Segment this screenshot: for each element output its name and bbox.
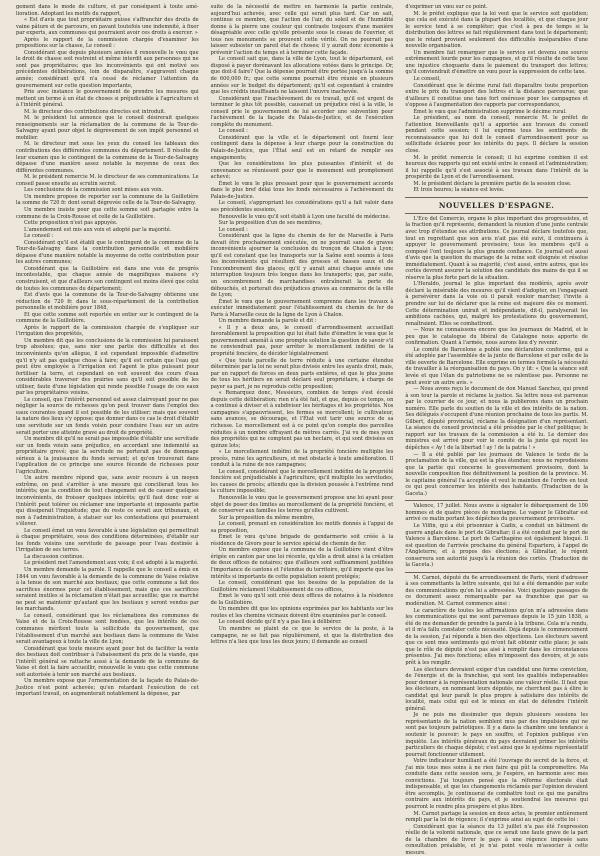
article-paragraph: Le conseil, que l'intérêt personnel est assez clairvoyant pour ne pas négliger la source de richesses qu'on peut trouver dans l'emploi des eaux courantes quand il est possible de les utiliser; mais que souvent la nature des lieux s'y oppose; que donner dans ce cas le droit d'établir une servitude sur un fonds voisin pour conduire l'eau sur un autre serait porter une atteinte grave au droit de propriété. — [16, 396, 199, 436]
article-paragraph: M. Carnot, député du 6e arrondissement de Paris, vient d'adresser à ses commettants la lettre suivante, qui lui a été demandée par suite des communications qu'on lui a adressées. Voici quelques passages de ce document assez remarquable par sa franchise que par sa modération. M. Carnot commence ainsi : — [405, 574, 589, 608]
article-paragraph: Un membre dit que les conclusions de la commission lui paraissent trop absolues; que, sans nier une partie des difficultés et des inconvénients qu'on allègue, il est cependant impossible d'admettre qu'il n'y ait pas quelque chose à faire; qu'il est certain que l'eau qui peut être employée à l'irrigation est l'agent le plus puissant pour fertiliser la terre, et cependant on voit souvent des cours d'eau considérables traverser des prairies sans qu'il soit possible de les utiliser, faute d'une législation qui rende possible l'usage de ces eaux par les propriétaires voisins. — [16, 337, 199, 397]
article-paragraph: « Est d'avis que tout propriétaire puisse s'affranchir des droits de vaine pâture et de parcours, en pavant toutefois une indemnité, à fixer par experts, aux communes qui pourraient avoir ces droits à exercer. » — [16, 17, 199, 37]
article-paragraph: M. le préfet explique que la loi veut que le service soit quotidien; que cela est exécuté dans la plupart des localités, et que chaque jour le service tend à se compléter; que c'est à peu de temps si la distribution des lettres se fait régulièrement dans tout le département; que le retard provient seulement des difficultés inséparables d'une nouvelle organisation. — [405, 10, 589, 50]
article-paragraph: Le conseil, considérant que les besoins de la population de la Guillotière réclament l'établissement de ces offices, — [210, 580, 394, 593]
column-middle — [211, 4, 394, 842]
article-paragraph: Le conseil, prenant en considération les motifs donnés à l'appui de sa proposition, — [210, 521, 394, 534]
article-paragraph: Considérant que la Guillotière est dans une voie de progrès incontestable, que chaque année de magnifiques maisons s'y construisent, et que d'ailleurs son contingent est moins élevé que celui de toutes les communes du département; — [16, 265, 199, 292]
article-paragraph: Un membre fait remarquer que le service est devenu une source extrêmement lourde pour les campagnes, et qu'il résulte de cette taxe une injustice choquante dans le paiement du transport des lettres; qu'il conviendrait d'émettre un vœu pour la suppression de cette taxe. — [405, 49, 589, 76]
article-paragraph: M. le président lui annonce que le conseil désirerait quelques renseignements sur la réclamation de la commune de la Tour-de-Salvagny ayant pour objet le dégrèvement de son impôt personnel et mobilier. — [16, 115, 199, 141]
article-paragraph: Sur la proposition d'un de ses membres, — [218, 220, 323, 227]
article-paragraph: Le Vilfin, qui a été prisonnier à Cadix, a conduit un bâtiment de guerre anglais dans le port de Gibraltar; il a été conduit par le port de Valence à Barcelone. Le port de Carthagène est également bloqué. Il est question de l'arrivée prochaine du général Espartero, à l'appel de l'Angleterre, et à propos des élections; à Gibraltar, le régent conservera son autorité jusqu'à la réunion des cortès. (Traduction de la Gaceta.) — [405, 523, 589, 569]
article-paragraph: Considérant que le décime rural fait disparaître toute proportion entre le prix du transport des lettres et la distance parcourue; que d'ailleurs il constitue une taxe fort onéreuse pour les campagnes et s'oppose à l'augmentation des rapports par correspondance, — [405, 82, 589, 109]
article-paragraph: La discussion continue. — [24, 553, 85, 560]
article-paragraph: suite de la nécessité de mettre en harmonie la partie centrale, aujourd'hui achevée, avec celle qui serait plus tard. Car on sait, continue ce membre, que l'action de l'air, du soleil et de l'humidité donne à la pierre une couleur qui contraste toujours d'une manière désagréable avec celle qu'elle présente sous le ciseau de l'ouvrier, et tous nos monuments se prouvent cette vérité. On ne pourrait pas laisser subsister un pareil état de choses; il y aurait donc économie à prévenir l'action du temps et à terminer cette façade. — [210, 4, 394, 56]
article-paragraph: Le conseil, considérant que le morcellement indéfini de la propriété foncière est préjudiciable à l'agriculture, qu'il multiplie les servitudes, les causes de procès; attendu que la division poussée à l'extrême rend la culture impossible; — [210, 468, 394, 495]
article-paragraph: L'Eco del Comercio, organe le plus important des progressistes, et la fraction qu'il représente, demandent la réunion d'une junte centrale avec trop d'étendue ses attributions. Ce journal déclare toutefois que, tout en regrettant que son avis n'ait pas été suivi, il continuera à appuyer le gouvernement provisoire; tous les membres qu'il a composé l'ont toujours la plus grande confiance. Ce journal est aussi d'avis que la question du mariage de la reine soit éloignée et résolue immédiatement. Quant à sa majorité, c'est aussi, entre autres, que les cortès devront assurer la solution des candidats des mains de qui il se réserve la plus forte part de la situation. — [405, 215, 589, 281]
article-paragraph: « Le morcellement indéfini de la propriété foncière multiplie les procès, ruine les agriculteurs, et met obstacle à toute amélioration. Il conduit à la ruine de nos campagnes; — [210, 449, 394, 469]
article-paragraph: Le conseil sait que, dans la ville de Lyon, tout le département, est disposé à payer dorénavant les allocations votées dans le principe. Or, que doit-il faire? Que la dépense pourrait être portée jusqu'à la somme de 600,000 fr.; que cette somme pourrait être réunie en plusieurs années sur le budget du département; qu'il est cependant à craindre que les crédits insuffisants ne laissent l'œuvre inachevée. — [210, 56, 394, 96]
article-paragraph: Un autre membre répond que, sans avoir recours à un moyen extrême, on peut s'arrêter à une mesure qui concilierait tous les intérêts; que la condition de tout changement est de causer quelques inconvénients, de froisser quelques intérêts; qu'il faut donc voir si l'intérêt peut tolérer ou réclamer une importante et imposante partie qui dissiperait l'inquiétude; que du reste ce serait aux tribunaux, et non à l'administration, à statuer sur les contestations qui pourraient s'élever. — [16, 475, 199, 528]
article-paragraph: Sur la proposition du même membre, — [218, 514, 315, 521]
article-paragraph: L'Heraldo, journal le plus important des modérés, après avoir déclaré la misérable des mesures qu'il vient d'adopter, en l'engageant à persévérer dans la voie où il paraît vouloir marcher, l'invite à prendre sur lui de déclarer que la reine est majeure dès ce moment. Cette détermination unirait et indépendante, dit-il, paralyserait les ambitions cachées, qui, malgré les protestations du gouvernement, renaîtraient. Elles se combattront. — [405, 281, 589, 327]
article-paragraph: Après le rapport de la commission chargée d'examiner les propositions sur la chasse, Le conseil : — [16, 36, 199, 50]
article-paragraph: Considérant que la ligne du chemin de fer de Marseille à Paris devait être prochainement exécutée, on ne pourrait sans de graves inconvénients ajourner la conclusion du tronçon de Chalon à Lyon; qu'il est constant que les transports sur la Saône sont soumis à tous les inconvénients qui résultent des grosses et basses eaux et de l'encombrement des glaces; qu'il y aurait ainsi chaque année une interruption toujours très longue dans les transports; que, par suite, un encombrement de marchandises entraînerait la perte de débouchés, et porterait des préjudices graves au commerce de la ville de Lyon; — [210, 233, 394, 299]
article-paragraph: Renouvelle le vœu qu'il soit établi à Lyon une faculté de médecine. — [218, 213, 391, 220]
article-paragraph: Le conseil : — [218, 128, 248, 135]
article-paragraph: Est d'avis que la commune de la Tour-de-Salvagny obtienne une réduction de 720 fr. dans le sous-répartement de la contribution personnelle et mobilière pour 1848, — [16, 292, 199, 312]
article-paragraph: « Remarquez donc, Messieurs, combien de temps s'est écoulé depuis cette délibération; rien n'a été fait, et que, depuis ce temps, on a continué à diviser et à subdiviser les héritages et les propriétés. Nos campagnes s'appauvrissent, les fermes se morcellent; le cultivateur, sans avances, se décourage, et l'État voit tarir une source de sa richesse. Le morcellement est à ce point qu'on compte des parcelles réduites à un nombre effrayant de mètres carrés. J'ai vu de mes yeux des propriétés qui ne comptent pas un hectare, et qui sont divisées en quinze lots; — [210, 390, 394, 449]
article-paragraph: gement dans le mode de culture, et par conséquent à toute amé-lioration. Adoptant les motifs du rapport, — [16, 4, 199, 17]
article-paragraph: Et trois heures; la séance est levée. — [413, 187, 505, 194]
article-paragraph: M. le directeur met sous les yeux du conseil les tableaux des contributions des différentes communes du département. Il résulte de leur examen que le contingent de la commune de la Tour-de-Salvagny dépasse d'une manière assez notable la moyenne de ceux des différentes communes. — [16, 141, 199, 174]
article-paragraph: M. le préfet remercie le conseil; il lui exprime combien il est heureux des rapports qui ont existé entre le conseil et l'administration; il lui rappelle qu'il s'est associé à ses travaux dans l'intérêt de la prospérité de Lyon et de l'arrondissement. — [405, 154, 589, 181]
article-paragraph: Je ne puis me dissimuler que depuis plusieurs sessions les représentants de la nation semblent mus par des impulsions qui ne sont pas toujours patriotiques. Il y a dans la chambre une tendance à soutenir le pouvoir; le pays en souffre, et l'opinion publique s'en inquiète. Les intérêts généraux du pays devraient primer les intérêts particuliers de chaque député; c'est ainsi que le système représentatif pourrait fonctionner utilement. — [405, 712, 589, 758]
article-paragraph: « Il y a deux ans, le conseil d'arrondissement accueillait favorablement la proposition qui lui était faite d'émettre le vœu que le gouvernement amenât à une prompte solution la question de savoir s'il ne conviendrait pas, pour arrêter le morcellement indéfini de la propriété foncière, de décider législativement — [210, 324, 394, 357]
article-paragraph: Un membre expose que la commune de la Guillotière vient d'être érigée en canton par une loi récente, qu'elle a droit ainsi à la création de deux offices de notaires; que d'ailleurs sont suffisamment justifiées l'importance de cantons et l'étendue du territoire, qu'il importe que les intérêts si importants de cette population soient protégés; — [210, 547, 394, 580]
article-paragraph: Le conseil, s'appropriant les considérations qu'il a fait valoir dans ses précédentes sessions, — [210, 200, 394, 213]
article-paragraph: Considérant que la ville et le département ont fourni leur contingent dans la dépense à leur charge pour la construction du Palais-de-Justice, que l'État seul est en retard de remplir ses engagements; — [210, 134, 394, 161]
article-paragraph: Considérant qu'il est établi que le contingent de la commune de la Tour-de-Salvagny dans la contribution personnelle et mobilière dépasse d'une manière notable la moyenne de cette contribution pour les autres communes; — [16, 239, 199, 266]
column-left — [16, 4, 199, 842]
article-paragraph: L'amendement est mis aux voix et adopté par la majorité. — [24, 226, 172, 233]
article-paragraph: Un membre propose de reporter sur la commune de la Guillotière la somme de 720 fr. dont serait dégrevée celle de la Tour-de-Salvagny. — [16, 193, 199, 207]
section-heading: NOUVELLES D'ESPAGNE. — [438, 200, 555, 210]
article-paragraph: M. le président déclare la première partie de la session close. — [413, 180, 572, 187]
article-paragraph: Cette proposition n'est pas appuyée. — [24, 220, 118, 227]
article-paragraph: Émet le vœu que l'administration supprime le décime rural. — [413, 108, 567, 115]
article-paragraph: M. le directeur des contributions directes est introduit. — [24, 108, 166, 115]
column-rule — [405, 572, 588, 573]
article-paragraph: d'exprimer un vœu sur ce point. — [405, 4, 488, 10]
article-paragraph: Émet le vœu le plus pressant pour que le gouvernement accorde dans le plus bref délai tous les fonds nécessaires à l'achèvement du Palais-de-Justice. — [210, 180, 394, 200]
article-paragraph: Le comité de Barcelone a publié une déclaration conforme, qui a été adoptée par l'assemblée de la junte de Barcelone et par celle de la ville ouverte de Barcelone. Elle exprime en termes formels la nécessité de travailler à la réorganisation du pays. On y lit: « Que la séance soit levée et que l'élan du patriotisme ne se ralentisse pas. Personne ne peut avoir un autre avis. » — [405, 346, 589, 386]
article-paragraph: Le conseil : — [24, 233, 54, 240]
article-paragraph: M. Carnot partage la session en deux actes, le premier entièrement rempli par la loi de régence; il s'exprime ainsi au sujet de cette loi : — [405, 810, 589, 824]
article-paragraph: Le caractère de toutes les affirmations qu'on m'a adressées dans les communications qui me sont parvenues depuis le 15 juin 1838, a été de me demander de prendre la parole à la tribune. Cela m'a rendu, et il m'a fallu constater cette nécessité. Déjà depuis le commencement de la session, j'ai répondu à bien des objections. Les électeurs savent que ce sont mes sentiments qui m'ont fait obtenir cette place; je sais que le rôle de député n'est pas aisé à remplir dans les circonstances présentes. J'ai mes fonctions; elles m'imposent des devoirs, et je suis prêt à les remplir. — [405, 607, 589, 666]
column-rule — [405, 500, 588, 501]
article-paragraph: Les conclusions de la commission sont mises aux voix. — [24, 187, 164, 194]
article-paragraph: Considérant que toute mesure ayant pour but de faciliter la vente des bestiaux doit contribuer à l'abaissement du prix de la viande, que l'intérêt général se rattache aussi à la demande de la commune de Vaise et doit la faire accueillir, renouvelle le vœu que cette commune soit autorisée à tenir son marché aux bestiaux. — [16, 645, 199, 678]
article-paragraph: Un membre dit que les opinions exprimées par les habitants sur les routes et les chemins vicinaux doivent être examinées par le conseil. — [210, 606, 394, 619]
article-paragraph: Valence, 17 juillet. Nous avons à signaler le débarquement de 100 hommes et de quatre pièces de montagne. Le vapeur le Gibraltar est arrivé ce matin portant les dépêches du gouvernement provisoire. — [405, 503, 589, 523]
article-paragraph: Renouvelle le vœu que le gouvernement propose une loi ayant pour objet de poser des limites au morcellement de la propriété foncière, et de conserver aux familles les terres qu'elles cultivent. — [210, 495, 394, 515]
article-paragraph: Le conseil : — [218, 226, 248, 233]
column-rule — [405, 213, 588, 214]
article-paragraph: Le conseil décide qu'il n'y a pas lieu à délibérer. — [218, 619, 342, 626]
column-right — [405, 4, 589, 856]
article-paragraph: Le conseil, considérant que les réclamations des communes de Vaise et de la Croix-Rousse sont fondées, que les intérêts de ces communes méritent toute la sollicitude du gouvernement, que l'établissement d'un marché aux bestiaux dans la commune de Vaise serait avantageux à toute la ville de Lyon; — [16, 612, 199, 646]
article-paragraph: Votre indicateur humiliant a été l'ouvrage du secret de la force, et j'ai mis tous mes soins à ne rien faire qui pût la compromettre. Ma conduite dans cette session sera, je l'espère, en harmonie avec mes convictions. J'ai toujours pensé que la réforme électorale était indispensable, et que les changements réclamés par l'opinion devaient être accomplis. Je continuerai de combattre tout ce qui me paraîtra contraire aux intérêts du pays, et je soutiendrai les mesures qui pourront le rendre plus prospère et plus libre. — [405, 758, 589, 810]
article-paragraph: Un membre se plaint de ce que le service de la poste, à la campagne, ne se fait pas régulièrement, et que la distribution des lettres n'a lieu que tous les deux jours; il demande au conseil — [210, 625, 394, 646]
article-paragraph: — Il a été publié par les journaux de Valence le texte de la proclamation de la ville, qui est la plus étendue; nous ne reproduisons que la partie qui concerne le gouvernement provisoire, dont la nouvelle composition fixe définitivement la position de la province. M. le capitaine général l'a acceptée et veut le maintien de l'ordre en tout ce qui peut concerner les intérêts des habitants. (Traduction de la Gaceta.) — [405, 451, 589, 497]
article-paragraph: — Nous ne connaissons encore que les journaux de Madrid, et le peu que le catalogue du libéral de Catalogne nous apporte de confirmation. Quant à l'armée, nous aurons lieu d'y revenir. — [405, 327, 589, 347]
article-paragraph: Prie avec instance le gouvernement de prendre les mesures qui mettent un terme à un état de choses si préjudiciable à l'agriculture et à l'intérêt général. — [16, 89, 199, 109]
article-paragraph: Considérant que l'inachèvement de ce travail, qu'il est urgent de terminer le plus tôt possible, causerait un préjudice réel à la ville, le conseil prie le gouvernement de lui accorder une subvention pour l'achèvement de la façade du Palais-de-Justice, et de l'exécution complète du monument. — [210, 95, 394, 128]
article-paragraph: Un membre dit qu'il ne serait pas impossible d'établir une servitude sur un fonds voisin sans préjudice, en accordant une indemnité au propriétaire grevé; que la servitude ne porterait pas de dommage sérieux à la jouissance du fonds servant; et qu'on trouverait dans l'application de ce principe une source féconde de richesses pour l'agriculture. — [16, 436, 199, 475]
article-paragraph: Après le rapport de la commission chargée de s'expliquer sur l'irrigation des propriétés, — [16, 324, 199, 338]
article-paragraph: Le président, au nom du conseil, remercie M. le préfet de l'attention bienveillante qu'il a apportée aux travaux du conseil pendant cette session; il lui exprime tous les sentiments de reconnaissance que lui doit le conseil d'arrondissement pour sa sollicitude éclairée pour les intérêts du pays. Il déclare la session close. — [405, 115, 589, 155]
article-paragraph: « Que toute parcelle de terre réduite à une certaine étendue déterminée par la loi ne serait plus divisée entre les ayants droit, mais, par un rapport de forces en deux parts entières, et que le plus jeune de tous les héritiers en serait déclaré seul propriétaire, à charge de payer sa part, je ne reproduis cette proposition; — [210, 357, 394, 390]
article-paragraph: Un membre expose que l'ornementation de la façade du Palais-de-Justice n'est point achevée; qu'en retardant l'exécution de cet important travail, on augmenterait notablement la dépense, par — [16, 678, 199, 698]
article-paragraph: Émet le vœu qu'il soit créé deux offices de notaires à la résidence de la Guillotière. — [210, 593, 394, 606]
article-paragraph: Et que cette somme soit reportée en entier sur le contingent de la commune de la Guillotière. — [16, 311, 199, 325]
article-paragraph: Émet le vœu qu'une brigade de gendarmerie soit créée à la résidence de Givors pour le service spécial de chemin de fer. — [210, 534, 394, 547]
article-paragraph: Considérant que depuis plusieurs années il renouvelle le vœu que le droit de chasse soit restreint et même interdit aux personnes qui ne sont pas propriétaires; que les inconvénients qui ont motivé ses précédentes délibérations, loin de disparaître, s'aggravent chaque année; considérant qu'il n'a cessé de réclamer l'attention du gouvernement sur cette question importante, — [16, 49, 199, 89]
column-rule — [405, 197, 588, 198]
article-paragraph: Émet le vœu que le gouvernement comprenne dans les travaux à exécuter immédiatement pour l'établissement du chemin de fer de Paris à Marseille ceux de la ligne de Lyon à Chalon. — [210, 298, 394, 318]
article-paragraph: — Nous avons reçu le document de don Manuel Sanchez, qui prend à son tour la parole et réclame la justice. Sa lettre nous est parvenue par le courrier de ce jour, et nous la publierons dans un prochain numéro. Elle parle du soutien de la ville et des intérêts de la nation. Ses délégués s'occupent d'une réunion prochaine de tous les partis. M. Gilbert, député provincial, réclame la désignation d'un représentant. La séance du conseil provincial a été présidée par le chef politique; le rapport sur les travaux de la commission a été lu. Le dernier des ministres est arrivé pour voir le comité de la junte qui reçoit les dépêches « Ay ! de la libertad ! ay ! de la patria ! » — [405, 386, 589, 451]
article-paragraph: Un membre demande la parole. Il rappelle que le conseil a émis en 1844 un vœu favorable à la demande de la commune de Vaise relative à la tenue de son marché aux bestiaux; que cette commune a fait des sacrifices énormes pour cet établissement, mais que ces sacrifices seraient inutiles si la réclamation n'était pas accueillie; que ce marché ne peut se maintenir qu'autant que les bestiaux y seront vendus par les marchands. — [16, 567, 199, 613]
article-paragraph: Un membre insiste pour que cette somme soit partagée entre la commune de la Croix-Rousse et celle de la Guillotière. — [16, 206, 199, 220]
article-paragraph: Considérant que la séance du 13 juillet n'a pas été l'expression réelle de la volonté nationale, que ce serait une faute grave de la part de la chambre de livrer le pays à une régence imposée sans consultation préalable, et je n'ai point voulu m'associer à cette mesure. — [405, 823, 589, 856]
article-paragraph: Que les considérations les plus puissantes d'intérêt et de convenance se réunissent pour que le monument soit promptement achevé; — [210, 161, 394, 181]
article-paragraph: Le président met l'amendement aux voix; il est adopté à la majorité. — [24, 560, 199, 567]
article-paragraph: Un membre demande la parole et dit : — [218, 318, 317, 325]
article-paragraph: M. le président remercie M. le directeur de ses communications. Le conseil passe ensuite au scrutin secret. — [16, 174, 199, 187]
article-paragraph: Le conseil, — [413, 76, 441, 83]
article-paragraph: Les électeurs devraient exiger d'un candidat une ferme conviction, de l'énergie et de la franchise, qui sont les qualités indispensables pour donner à la représentation nationale une valeur réelle. Il faut que les électeurs, en nommant leurs députés, ne cherchent pas à élire le candidat qui leur paraît le plus propre à satisfaire des intérêts de localité, mais celui qui est le mieux en état de défendre l'intérêt général. — [405, 666, 589, 712]
article-paragraph: Le conseil émet un vœu favorable à une législation qui permettrait à chaque propriétaire, sous des conditions déterminées, d'établir sur les fonds voisins une servitude de passage pour l'eau destinée à l'irrigation de ses terres. — [16, 527, 199, 554]
